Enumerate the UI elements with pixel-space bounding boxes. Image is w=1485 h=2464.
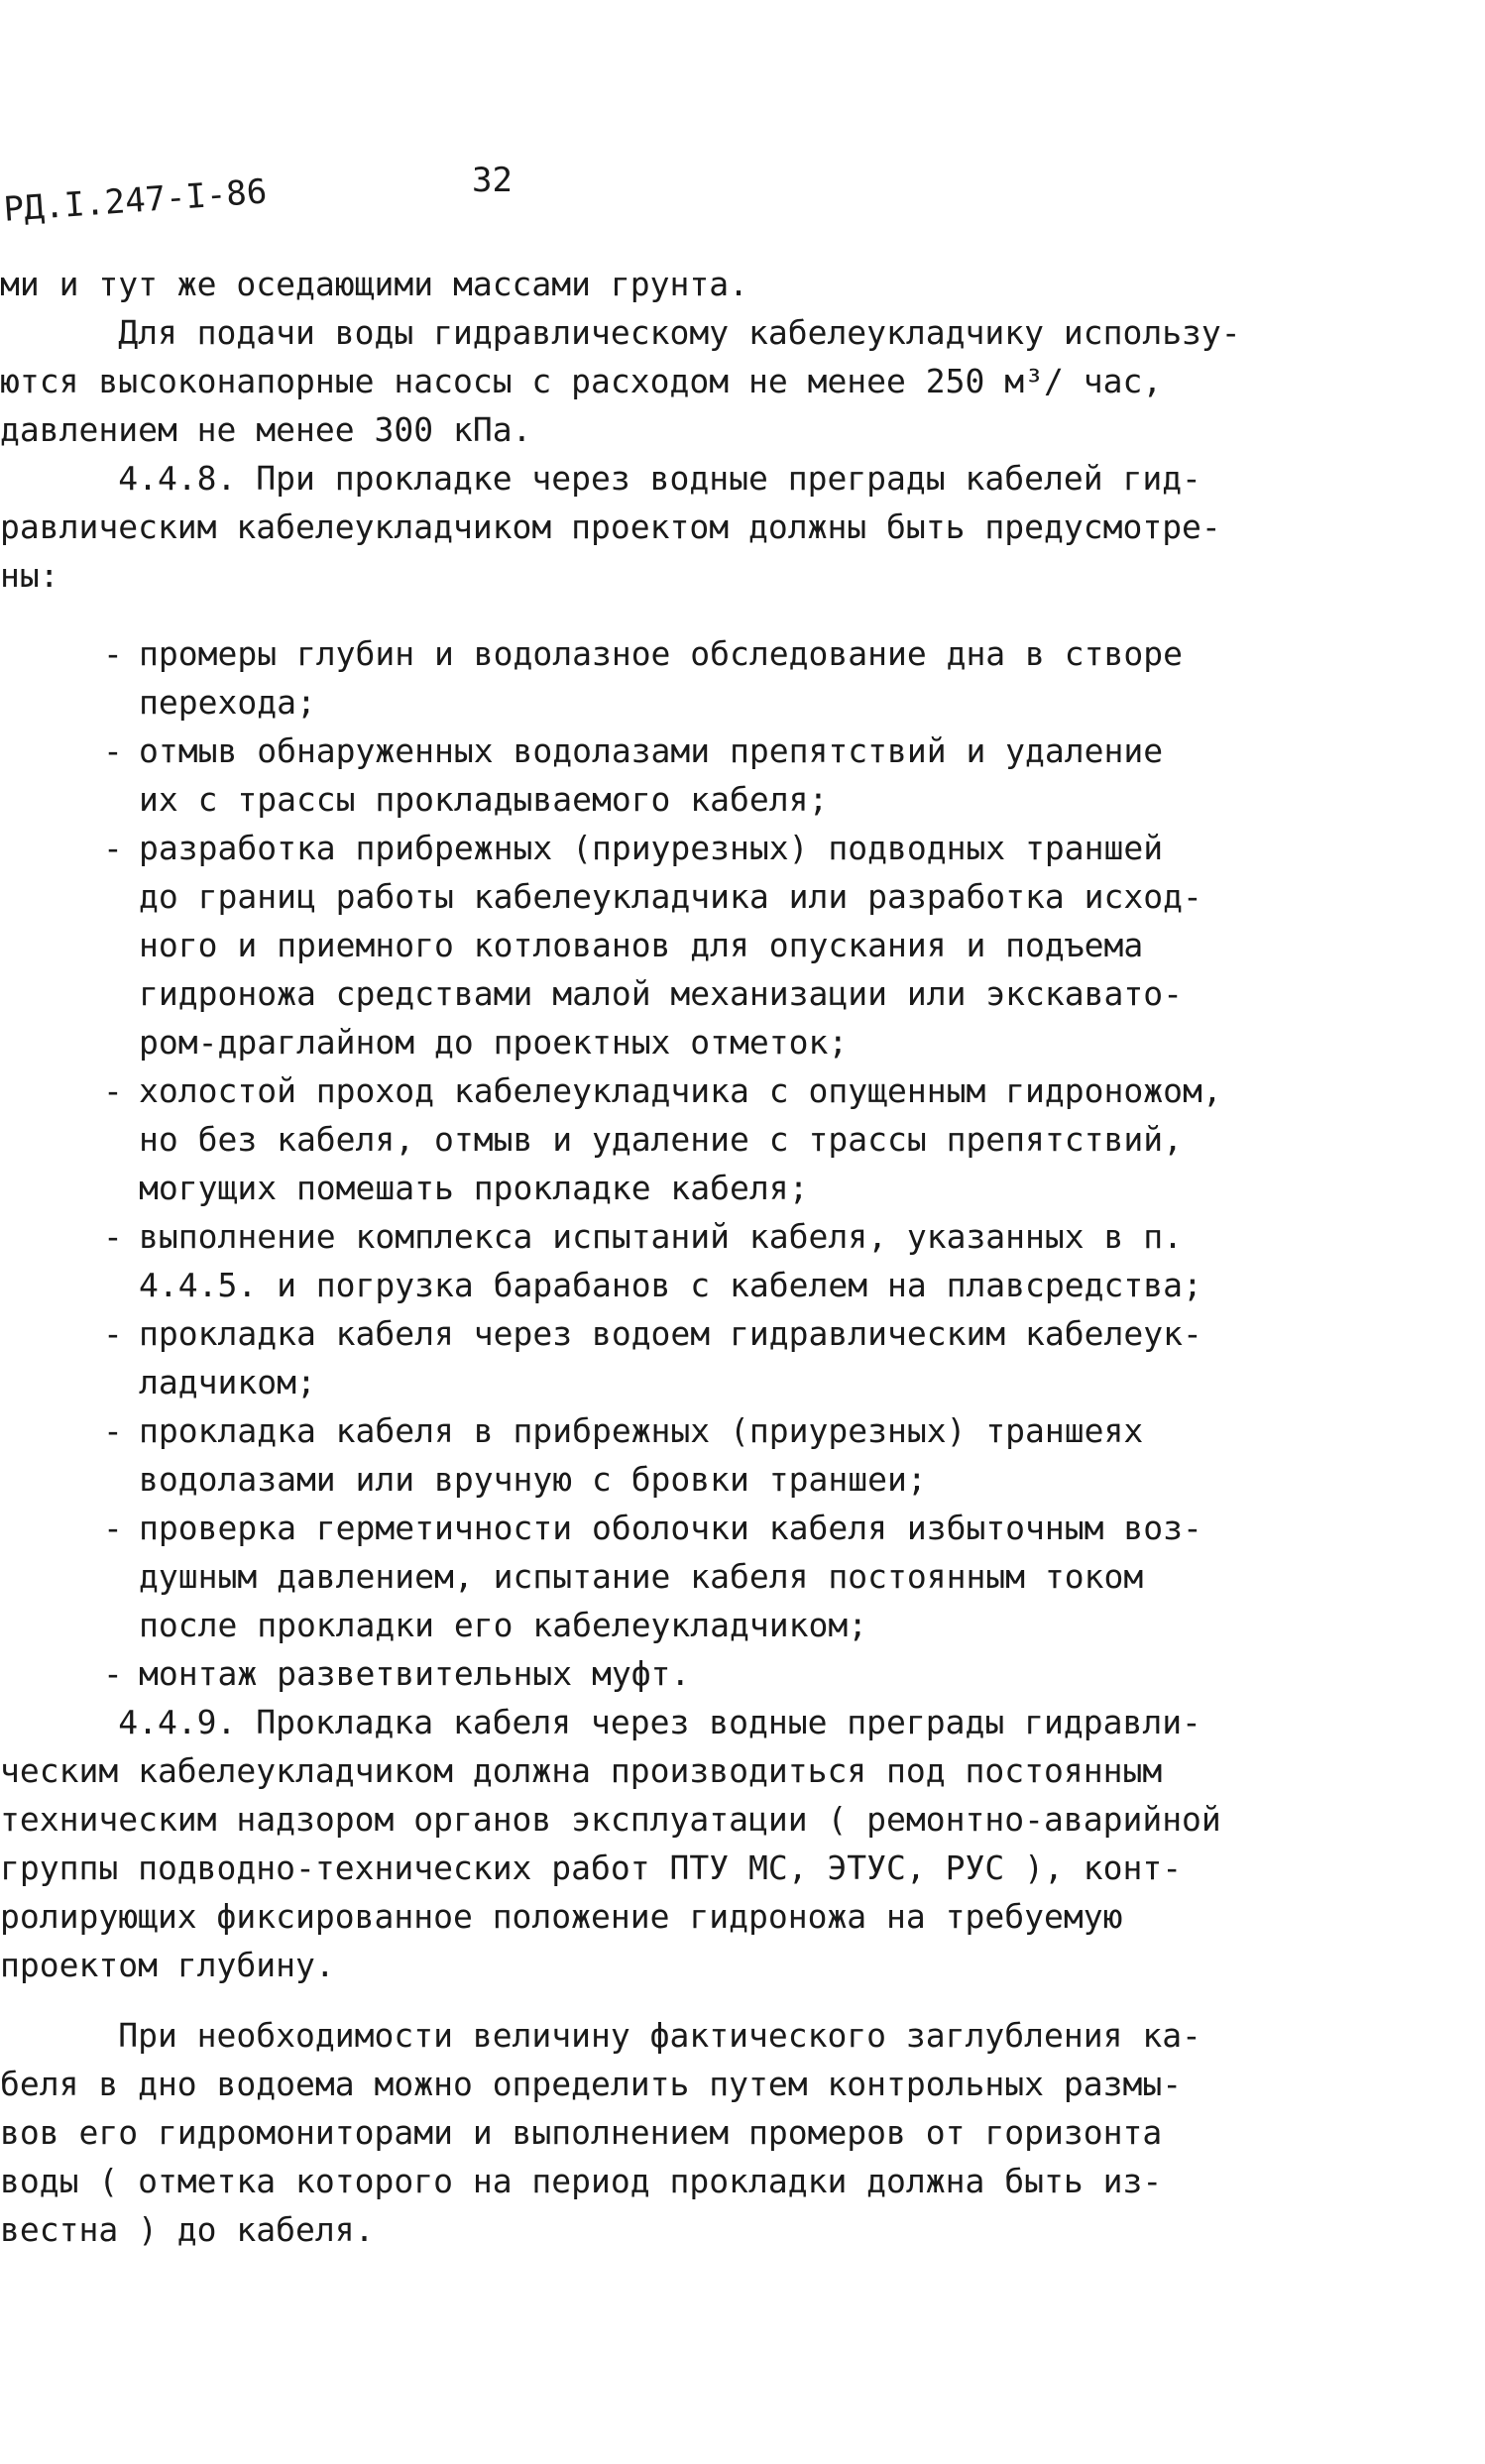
list-bullet: -: [103, 1411, 123, 1450]
text-line: 4.4.9. Прокладка кабеля через водные преграды гидравли-: [0, 1703, 1201, 1741]
list-bullet: -: [103, 1509, 123, 1547]
text-line: воды ( отметка которого на период прокладки должна быть из-: [0, 2162, 1163, 2200]
list-bullet: -: [103, 731, 123, 770]
list-item: [0, 824, 1202, 1066]
list-item-text: холостой проход кабелеукладчика с опущенным гидроножом, но без кабеля, отмыв и удаление с трассы препятствий, могущих помешать прокладке кабеля;: [139, 1071, 1222, 1207]
document-code: РД.I.247-I-86: [2, 171, 269, 230]
list-item-text: прокладка кабеля в прибрежных (приурезных) траншеях водолазами или вручную с бровки траншеи;: [139, 1411, 1144, 1499]
intro-paragraph: [0, 260, 1241, 600]
paragraph-4-4-9: [0, 1698, 1221, 1989]
text-line: Для подачи воды гидравлическому кабелеукладчику использу-: [0, 313, 1241, 352]
list-bullet: -: [103, 1071, 123, 1110]
requirements-list: [0, 629, 1222, 1698]
text-line: ми и тут же оседающими массами грунта.: [0, 265, 748, 303]
text-line: давлением не менее 300 кПа.: [0, 410, 532, 449]
list-item-text: прокладка кабеля через водоем гидравлическим кабелеук- ладчиком;: [139, 1314, 1202, 1401]
text-line: При необходимости величину фактического заглубления ка-: [0, 2016, 1201, 2055]
list-item: [0, 1649, 1199, 1698]
list-item: [0, 629, 1199, 727]
list-item: [0, 727, 1199, 824]
text-line: вестна ) до кабеля.: [0, 2210, 375, 2249]
text-line: ческим кабелеукладчиком должна производиться под постоянным: [0, 1751, 1163, 1790]
list-item-text: разработка прибрежных (приурезных) подводных траншей до границ работы кабелеукладчика или разработка исход- ного и приемного котлованов для опускания и подъема гидроножа средствами малой механизации или экскавато- ром-драглайном до проектных отметок;: [139, 829, 1202, 1062]
text-line: проектом глубину.: [0, 1946, 335, 1984]
list-item: [0, 1212, 1202, 1309]
text-line: вов его гидромониторами и выполнением промеров от горизонта: [0, 2113, 1163, 2152]
list-item: [0, 1309, 1202, 1406]
text-line: ны:: [0, 556, 59, 595]
text-line: беля в дно водоема можно определить путем контрольных размы-: [0, 2065, 1183, 2103]
list-item: [0, 1066, 1222, 1212]
text-line: равлическим кабелеукладчиком проектом должны быть предусмотре-: [0, 507, 1221, 546]
list-bullet: -: [103, 829, 123, 867]
text-line: ролирующих фиксированное положение гидроножа на требуемую: [0, 1897, 1123, 1936]
page-number: 32: [472, 161, 513, 200]
text-line: техническим надзором органов эксплуатации ( ремонтно-аварийной: [0, 1800, 1221, 1839]
text-line: ются высоконапорные насосы с расходом не менее 250 м³/ час,: [0, 362, 1163, 400]
list-bullet: -: [103, 634, 123, 673]
list-item-text: промеры глубин и водолазное обследование дна в створе перехода;: [139, 634, 1183, 722]
list-item-text: проверка герметичности оболочки кабеля избыточным воз- душным давлением, испытание кабеля постоянным током после прокладки его кабелеукладчиком;: [139, 1509, 1202, 1644]
list-bullet: -: [103, 1217, 123, 1256]
text-line: 4.4.8. При прокладке через водные преграды кабелей гид-: [0, 459, 1201, 498]
text-line: группы подводно-технических работ ПТУ МС, ЭТУС, РУС ), конт-: [0, 1848, 1183, 1887]
list-item: [0, 1406, 1199, 1504]
list-item-text: монтаж разветвительных муфт.: [139, 1654, 691, 1693]
list-item-text: отмыв обнаруженных водолазами препятствий и удаление их с трассы прокладываемого кабеля;: [139, 731, 1164, 819]
list-item-text: выполнение комплекса испытаний кабеля, указанных в п. 4.4.5. и погрузка барабанов с кабелем на плавсредства;: [139, 1217, 1202, 1304]
list-bullet: -: [103, 1654, 123, 1693]
body-text: [0, 260, 1241, 2254]
list-bullet: -: [103, 1314, 123, 1353]
paragraph-final: [0, 2011, 1199, 2254]
list-item: [0, 1504, 1202, 1649]
